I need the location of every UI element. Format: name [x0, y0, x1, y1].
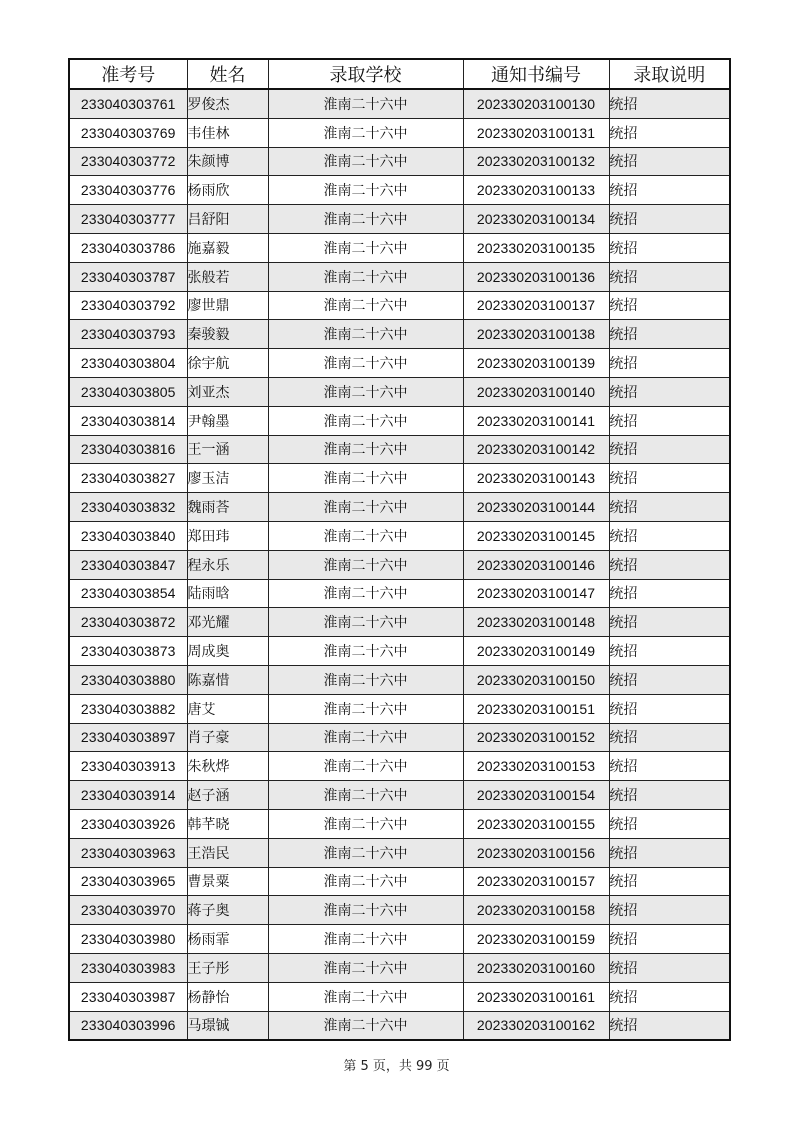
cell-exam-id: 233040303805	[69, 377, 187, 406]
table-row	[69, 464, 730, 493]
cell-exam-id: 233040303832	[69, 493, 187, 522]
cell-exam-id: 233040303897	[69, 723, 187, 752]
table-row	[69, 809, 730, 838]
table-row	[69, 205, 730, 234]
cell-name: 杨静怡	[187, 982, 268, 1011]
cell-exam-id: 233040303786	[69, 233, 187, 262]
cell-notice-number: 202330203100161	[463, 982, 609, 1011]
cell-exam-id: 233040303761	[69, 89, 187, 118]
cell-admission-note: 统招	[609, 377, 730, 406]
cell-admission-note: 统招	[609, 550, 730, 579]
cell-school: 淮南二十六中	[268, 233, 463, 262]
table-row	[69, 781, 730, 810]
cell-name: 唐艾	[187, 694, 268, 723]
cell-admission-note: 统招	[609, 262, 730, 291]
cell-name: 秦骏毅	[187, 320, 268, 349]
cell-exam-id: 233040303996	[69, 1011, 187, 1040]
cell-admission-note: 统招	[609, 781, 730, 810]
cell-notice-number: 202330203100162	[463, 1011, 609, 1040]
cell-school: 淮南二十六中	[268, 205, 463, 234]
table-row	[69, 521, 730, 550]
table-row	[69, 752, 730, 781]
cell-name: 韩芊晓	[187, 809, 268, 838]
table-row	[69, 89, 730, 118]
page-footer: 第 5 页，共 99 页	[343, 1059, 450, 1074]
cell-school: 淮南二十六中	[268, 953, 463, 982]
table-row	[69, 493, 730, 522]
cell-admission-note: 统招	[609, 521, 730, 550]
table-row	[69, 867, 730, 896]
cell-notice-number: 202330203100159	[463, 925, 609, 954]
cell-exam-id: 233040303913	[69, 752, 187, 781]
cell-school: 淮南二十六中	[268, 118, 463, 147]
cell-name: 徐宇航	[187, 349, 268, 378]
cell-name: 朱颜博	[187, 147, 268, 176]
header-school: 录取学校	[268, 59, 463, 89]
cell-notice-number: 202330203100138	[463, 320, 609, 349]
cell-admission-note: 统招	[609, 349, 730, 378]
cell-admission-note: 统招	[609, 694, 730, 723]
cell-school: 淮南二十六中	[268, 435, 463, 464]
cell-notice-number: 202330203100139	[463, 349, 609, 378]
cell-admission-note: 统招	[609, 723, 730, 752]
cell-notice-number: 202330203100149	[463, 637, 609, 666]
cell-exam-id: 233040303827	[69, 464, 187, 493]
cell-admission-note: 统招	[609, 925, 730, 954]
cell-school: 淮南二十六中	[268, 781, 463, 810]
cell-school: 淮南二十六中	[268, 550, 463, 579]
cell-admission-note: 统招	[609, 579, 730, 608]
cell-admission-note: 统招	[609, 665, 730, 694]
cell-name: 杨雨霏	[187, 925, 268, 954]
cell-exam-id: 233040303983	[69, 953, 187, 982]
table-row	[69, 320, 730, 349]
table-row	[69, 118, 730, 147]
cell-admission-note: 统招	[609, 89, 730, 118]
cell-name: 陆雨晗	[187, 579, 268, 608]
table-row	[69, 665, 730, 694]
cell-name: 肖子豪	[187, 723, 268, 752]
table-row	[69, 262, 730, 291]
cell-notice-number: 202330203100148	[463, 608, 609, 637]
cell-school: 淮南二十六中	[268, 147, 463, 176]
cell-school: 淮南二十六中	[268, 291, 463, 320]
cell-name: 郑田玮	[187, 521, 268, 550]
cell-school: 淮南二十六中	[268, 608, 463, 637]
cell-exam-id: 233040303840	[69, 521, 187, 550]
table-row	[69, 406, 730, 435]
cell-school: 淮南二十六中	[268, 867, 463, 896]
cell-exam-id: 233040303963	[69, 838, 187, 867]
table-body	[69, 89, 730, 1040]
cell-notice-number: 202330203100160	[463, 953, 609, 982]
cell-notice-number: 202330203100142	[463, 435, 609, 464]
cell-notice-number: 202330203100132	[463, 147, 609, 176]
cell-notice-number: 202330203100136	[463, 262, 609, 291]
cell-exam-id: 233040303987	[69, 982, 187, 1011]
cell-admission-note: 统招	[609, 867, 730, 896]
cell-school: 淮南二十六中	[268, 925, 463, 954]
cell-name: 杨雨欣	[187, 176, 268, 205]
cell-name: 施嘉毅	[187, 233, 268, 262]
cell-notice-number: 202330203100158	[463, 896, 609, 925]
table-row	[69, 349, 730, 378]
cell-admission-note: 统招	[609, 464, 730, 493]
header-admission-note: 录取说明	[609, 59, 730, 89]
cell-notice-number: 202330203100156	[463, 838, 609, 867]
table-row	[69, 896, 730, 925]
cell-notice-number: 202330203100131	[463, 118, 609, 147]
cell-notice-number: 202330203100140	[463, 377, 609, 406]
cell-school: 淮南二十六中	[268, 89, 463, 118]
cell-name: 王子彤	[187, 953, 268, 982]
cell-admission-note: 统招	[609, 493, 730, 522]
admission-table	[68, 58, 731, 1041]
cell-school: 淮南二十六中	[268, 464, 463, 493]
cell-admission-note: 统招	[609, 838, 730, 867]
cell-school: 淮南二十六中	[268, 579, 463, 608]
cell-name: 刘亚杰	[187, 377, 268, 406]
table-row	[69, 377, 730, 406]
cell-notice-number: 202330203100153	[463, 752, 609, 781]
cell-admission-note: 统招	[609, 176, 730, 205]
cell-school: 淮南二十六中	[268, 694, 463, 723]
cell-name: 罗俊杰	[187, 89, 268, 118]
table-row	[69, 608, 730, 637]
cell-notice-number: 202330203100137	[463, 291, 609, 320]
cell-admission-note: 统招	[609, 205, 730, 234]
cell-exam-id: 233040303847	[69, 550, 187, 579]
cell-name: 廖玉洁	[187, 464, 268, 493]
cell-notice-number: 202330203100134	[463, 205, 609, 234]
header-name: 姓名	[187, 59, 268, 89]
cell-school: 淮南二十六中	[268, 838, 463, 867]
cell-school: 淮南二十六中	[268, 349, 463, 378]
cell-notice-number: 202330203100157	[463, 867, 609, 896]
cell-notice-number: 202330203100155	[463, 809, 609, 838]
table-row	[69, 723, 730, 752]
cell-admission-note: 统招	[609, 982, 730, 1011]
cell-admission-note: 统招	[609, 1011, 730, 1040]
table-row	[69, 1011, 730, 1040]
table-row	[69, 233, 730, 262]
cell-notice-number: 202330203100135	[463, 233, 609, 262]
cell-admission-note: 统招	[609, 147, 730, 176]
cell-exam-id: 233040303873	[69, 637, 187, 666]
cell-name: 魏雨荅	[187, 493, 268, 522]
table-row	[69, 176, 730, 205]
cell-admission-note: 统招	[609, 406, 730, 435]
cell-school: 淮南二十六中	[268, 262, 463, 291]
cell-school: 淮南二十六中	[268, 406, 463, 435]
header-row	[69, 59, 730, 89]
cell-notice-number: 202330203100141	[463, 406, 609, 435]
cell-school: 淮南二十六中	[268, 176, 463, 205]
cell-exam-id: 233040303816	[69, 435, 187, 464]
cell-exam-id: 233040303872	[69, 608, 187, 637]
cell-notice-number: 202330203100150	[463, 665, 609, 694]
cell-exam-id: 233040303793	[69, 320, 187, 349]
cell-admission-note: 统招	[609, 118, 730, 147]
cell-admission-note: 统招	[609, 637, 730, 666]
cell-name: 陈嘉惜	[187, 665, 268, 694]
cell-notice-number: 202330203100152	[463, 723, 609, 752]
cell-exam-id: 233040303880	[69, 665, 187, 694]
table-row	[69, 550, 730, 579]
cell-name: 韦佳林	[187, 118, 268, 147]
cell-admission-note: 统招	[609, 752, 730, 781]
cell-name: 王一涵	[187, 435, 268, 464]
table-row	[69, 637, 730, 666]
cell-notice-number: 202330203100147	[463, 579, 609, 608]
cell-name: 赵子涵	[187, 781, 268, 810]
cell-exam-id: 233040303970	[69, 896, 187, 925]
cell-name: 尹翰墨	[187, 406, 268, 435]
cell-admission-note: 统招	[609, 233, 730, 262]
table-row	[69, 694, 730, 723]
cell-notice-number: 202330203100133	[463, 176, 609, 205]
cell-exam-id: 233040303914	[69, 781, 187, 810]
cell-notice-number: 202330203100151	[463, 694, 609, 723]
cell-exam-id: 233040303772	[69, 147, 187, 176]
table-row	[69, 291, 730, 320]
cell-admission-note: 统招	[609, 953, 730, 982]
cell-notice-number: 202330203100146	[463, 550, 609, 579]
cell-notice-number: 202330203100145	[463, 521, 609, 550]
cell-name: 程永乐	[187, 550, 268, 579]
cell-exam-id: 233040303980	[69, 925, 187, 954]
cell-school: 淮南二十六中	[268, 896, 463, 925]
cell-admission-note: 统招	[609, 435, 730, 464]
cell-name: 邓光耀	[187, 608, 268, 637]
cell-school: 淮南二十六中	[268, 377, 463, 406]
cell-admission-note: 统招	[609, 809, 730, 838]
cell-notice-number: 202330203100143	[463, 464, 609, 493]
cell-school: 淮南二十六中	[268, 493, 463, 522]
cell-admission-note: 统招	[609, 291, 730, 320]
cell-school: 淮南二十六中	[268, 752, 463, 781]
header-notice-number: 通知书编号	[463, 59, 609, 89]
cell-school: 淮南二十六中	[268, 982, 463, 1011]
cell-name: 张般若	[187, 262, 268, 291]
cell-exam-id: 233040303854	[69, 579, 187, 608]
table-header	[69, 59, 730, 89]
cell-exam-id: 233040303814	[69, 406, 187, 435]
cell-school: 淮南二十六中	[268, 809, 463, 838]
cell-name: 王浩民	[187, 838, 268, 867]
cell-school: 淮南二十六中	[268, 521, 463, 550]
cell-exam-id: 233040303926	[69, 809, 187, 838]
cell-exam-id: 233040303792	[69, 291, 187, 320]
table-row	[69, 838, 730, 867]
table-row	[69, 925, 730, 954]
cell-school: 淮南二十六中	[268, 637, 463, 666]
table-row	[69, 579, 730, 608]
cell-name: 马璟铖	[187, 1011, 268, 1040]
cell-exam-id: 233040303787	[69, 262, 187, 291]
cell-exam-id: 233040303882	[69, 694, 187, 723]
table-row	[69, 435, 730, 464]
table-row	[69, 982, 730, 1011]
cell-school: 淮南二十六中	[268, 320, 463, 349]
cell-name: 曹景粟	[187, 867, 268, 896]
cell-exam-id: 233040303776	[69, 176, 187, 205]
cell-name: 吕舒阳	[187, 205, 268, 234]
cell-name: 廖世鼎	[187, 291, 268, 320]
cell-exam-id: 233040303965	[69, 867, 187, 896]
cell-school: 淮南二十六中	[268, 665, 463, 694]
cell-admission-note: 统招	[609, 608, 730, 637]
table-row	[69, 147, 730, 176]
cell-name: 朱秋烨	[187, 752, 268, 781]
cell-admission-note: 统招	[609, 896, 730, 925]
cell-exam-id: 233040303777	[69, 205, 187, 234]
cell-school: 淮南二十六中	[268, 723, 463, 752]
table-row	[69, 953, 730, 982]
header-exam-id: 准考号	[69, 59, 187, 89]
cell-notice-number: 202330203100130	[463, 89, 609, 118]
cell-exam-id: 233040303804	[69, 349, 187, 378]
cell-name: 周成奥	[187, 637, 268, 666]
cell-notice-number: 202330203100144	[463, 493, 609, 522]
cell-exam-id: 233040303769	[69, 118, 187, 147]
cell-school: 淮南二十六中	[268, 1011, 463, 1040]
cell-notice-number: 202330203100154	[463, 781, 609, 810]
cell-name: 蒋子奥	[187, 896, 268, 925]
cell-admission-note: 统招	[609, 320, 730, 349]
